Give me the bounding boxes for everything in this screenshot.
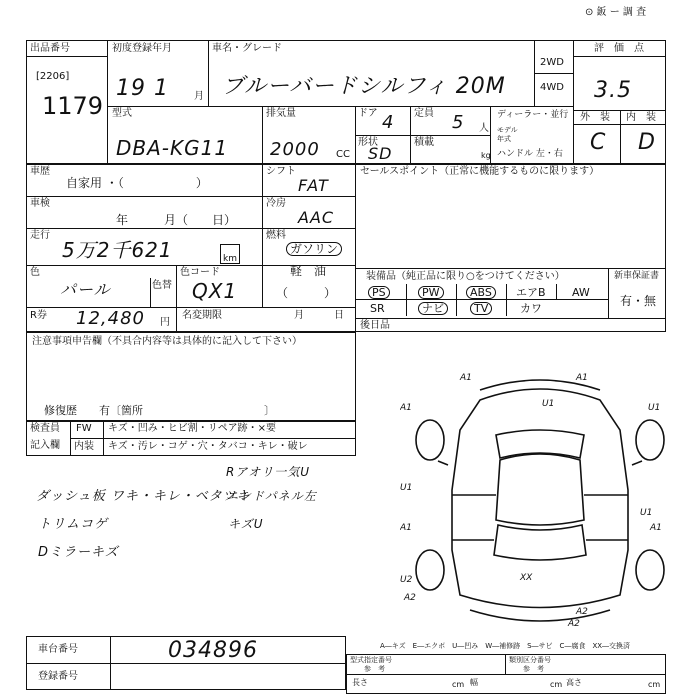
dealer-handle: ハンドル 左・右 [497, 149, 563, 159]
load-label: 積載 [414, 137, 434, 148]
r-ticket-value: 12,480 [76, 308, 145, 329]
chassis-value: 034896 [168, 638, 258, 663]
color-code-value: QX1 [192, 279, 238, 303]
class-spec-sub: 参 考 [523, 665, 544, 673]
inspection-label: 車検 [30, 198, 50, 209]
equip-leather: カワ [520, 302, 542, 315]
first-reg-label: 初度登録年月 [112, 43, 172, 54]
hw-note-mirror: Dミラーキズ [38, 545, 119, 560]
ac-value: AAC [298, 208, 335, 227]
fuel-opt-other: （ ） [276, 286, 337, 300]
auction-code: [2206] [36, 71, 70, 82]
hw-note-dash: ダッシュ板 ワキ・キレ・ベタツキ [36, 489, 251, 504]
mileage-unit: km [223, 254, 237, 264]
ac-label: 冷房 [266, 198, 286, 209]
mark-front-right: A1 [576, 373, 588, 383]
r-ticket-unit: 円 [160, 317, 170, 328]
dim-height-unit: cm [648, 680, 661, 689]
lot-number: 1179 [42, 92, 104, 120]
reg-no-label: 登録番号 [38, 671, 78, 682]
type-spec-label: 型式指定番号 [350, 656, 392, 664]
mark-rear-bumper: A2 [568, 619, 580, 629]
shift-label: シフト [266, 166, 296, 177]
inspect-row1: キズ・凹み・ヒビ割・リペア跡・×要 [108, 423, 276, 434]
repair-history: 修復歴 有〔箇所 〕 [44, 404, 275, 417]
dealer-year: 年式 [497, 135, 511, 143]
mark-door-right: U1 [640, 508, 653, 518]
capacity-label: 定員 [414, 108, 434, 119]
mark-rear-door-right: A1 [650, 523, 662, 533]
mark-door-left: U1 [400, 483, 413, 493]
dim-width-unit: cm [550, 680, 563, 689]
score-exterior-value: C [590, 130, 607, 155]
mark-rear-door-left: A1 [400, 523, 412, 533]
score-value: 3.5 [594, 78, 632, 103]
equipment-grid [356, 284, 608, 316]
displacement-value: 2000 [270, 139, 320, 160]
first-reg-value: 19 1 [116, 76, 169, 101]
hw-note-rear: Rアオリ一気U [226, 465, 311, 479]
score-label: 評 価 点 [594, 43, 644, 54]
inspector-label1: 検査員 [30, 423, 60, 434]
capacity-unit: 人 [479, 123, 489, 134]
mark-rear-fender-left: U2 [400, 575, 413, 585]
capacity-value: 5 [452, 112, 465, 133]
shape-label: 形状 [358, 137, 378, 148]
fuel-label: 燃料 [266, 230, 286, 241]
shape-value: SD [368, 144, 393, 163]
drive-2wd: 2WD [540, 57, 564, 68]
chassis-label: 車台番号 [38, 644, 78, 655]
mark-hood-1: U1 [542, 399, 555, 409]
fuel-opt-diesel: 軽 油 [290, 264, 327, 278]
inspect-row2: キズ・汚レ・コゲ・穴・タバコ・キレ・破レ [108, 441, 308, 452]
recycle-value: 有・無 [620, 294, 657, 308]
r-ticket-label: R券 [30, 310, 47, 321]
car-name-value: ブルーバードシルフィ 20M [222, 74, 506, 99]
score-exterior-label: 外 装 [580, 112, 610, 123]
load-unit: kg [481, 151, 491, 160]
doors-value: 4 [382, 112, 395, 133]
dealer-line1: ディーラー・並行 [497, 110, 569, 120]
doors-label: ドア [358, 108, 378, 119]
history-label: 車歴 [30, 166, 50, 177]
color-value: パール [60, 280, 111, 299]
dim-length-unit: cm [452, 680, 465, 689]
equip-ps: PS [368, 286, 390, 299]
mark-fender-left: A1 [400, 403, 412, 413]
equip-pw: PW [418, 286, 444, 299]
fuel-opt-gasoline: ガソリン [286, 242, 342, 256]
shift-value: FAT [298, 176, 329, 195]
displacement-label: 排気量 [266, 108, 296, 119]
mark-trunk: XX [520, 573, 533, 583]
seats-label: 後日品 [360, 320, 390, 331]
hw-note-scratch: キズU [228, 517, 264, 531]
mark-front-left: A1 [460, 373, 472, 383]
equip-navi: ナビ [418, 302, 448, 315]
inspect-row1-head: FW [76, 423, 92, 434]
inspection-text: 年 月（ 日） [116, 213, 237, 227]
lot-label: 出品番号 [30, 43, 70, 54]
dim-width: 幅 [470, 678, 478, 687]
color-code-label: 色コード [180, 267, 220, 278]
mark-rear-bumper-2: A2 [576, 607, 588, 617]
hw-note-trim: トリムコゲ [38, 517, 109, 532]
car-name-label: 車名・グレード [212, 43, 282, 54]
mark-hood-2: U1 [648, 403, 661, 413]
equipment-label: 装備品（純正品に限り○をつけてください） [366, 271, 565, 282]
car-diagram [400, 370, 680, 640]
mileage-value: 5万2千621 [62, 238, 173, 262]
color-label: 色 [30, 267, 40, 278]
inspector-label2: 記入欄 [30, 440, 60, 451]
change-deadline-text: 月 日 [294, 310, 344, 321]
hw-note-endpanel: エンドパネル左 [226, 489, 317, 503]
corner-stamp: ⊙ 鈑 ー 調 査 [585, 7, 647, 18]
score-interior-label: 内 装 [626, 112, 656, 123]
change-deadline-label: 名変期限 [182, 310, 222, 321]
equip-abs: ABS [466, 286, 496, 299]
type-spec-sub: 参 考 [364, 665, 385, 673]
model-label: 型式 [112, 108, 132, 119]
score-interior-value: D [638, 130, 656, 155]
color-change-label: 色替 [152, 280, 172, 291]
dim-height: 高さ [566, 678, 582, 687]
displacement-unit: CC [336, 149, 350, 160]
first-reg-month-unit: 月 [194, 91, 204, 102]
drive-4wd: 4WD [540, 82, 564, 93]
recycle-label: 新車保証書 [614, 271, 660, 281]
equip-aw: AW [572, 286, 590, 299]
equip-airbag: エアB [516, 286, 546, 299]
equip-tv: TV [470, 302, 492, 315]
mark-rear-left-1: A2 [404, 593, 416, 603]
inspect-row2-head: 内装 [74, 441, 94, 452]
dim-length: 長さ [352, 678, 368, 687]
equip-sr: SR [370, 302, 385, 315]
mileage-label: 走行 [30, 230, 50, 241]
notes-label: 注意事項申告欄（不具合内容等は具体的に記入して下さい） [32, 336, 302, 347]
damage-legend: A―キズ E―エクボ U―凹み W―補修跡 S―サビ C―腐食 XX―交換済 [380, 642, 631, 650]
model-value: DBA-KG11 [116, 136, 229, 160]
sales-point-label: セールスポイント（正常に機能するものに限ります） [360, 166, 600, 177]
dealer-model: モデル [497, 126, 518, 134]
history-value: 自家用 ・（ ） [66, 176, 208, 190]
class-spec-label: 類別区分番号 [509, 656, 551, 664]
